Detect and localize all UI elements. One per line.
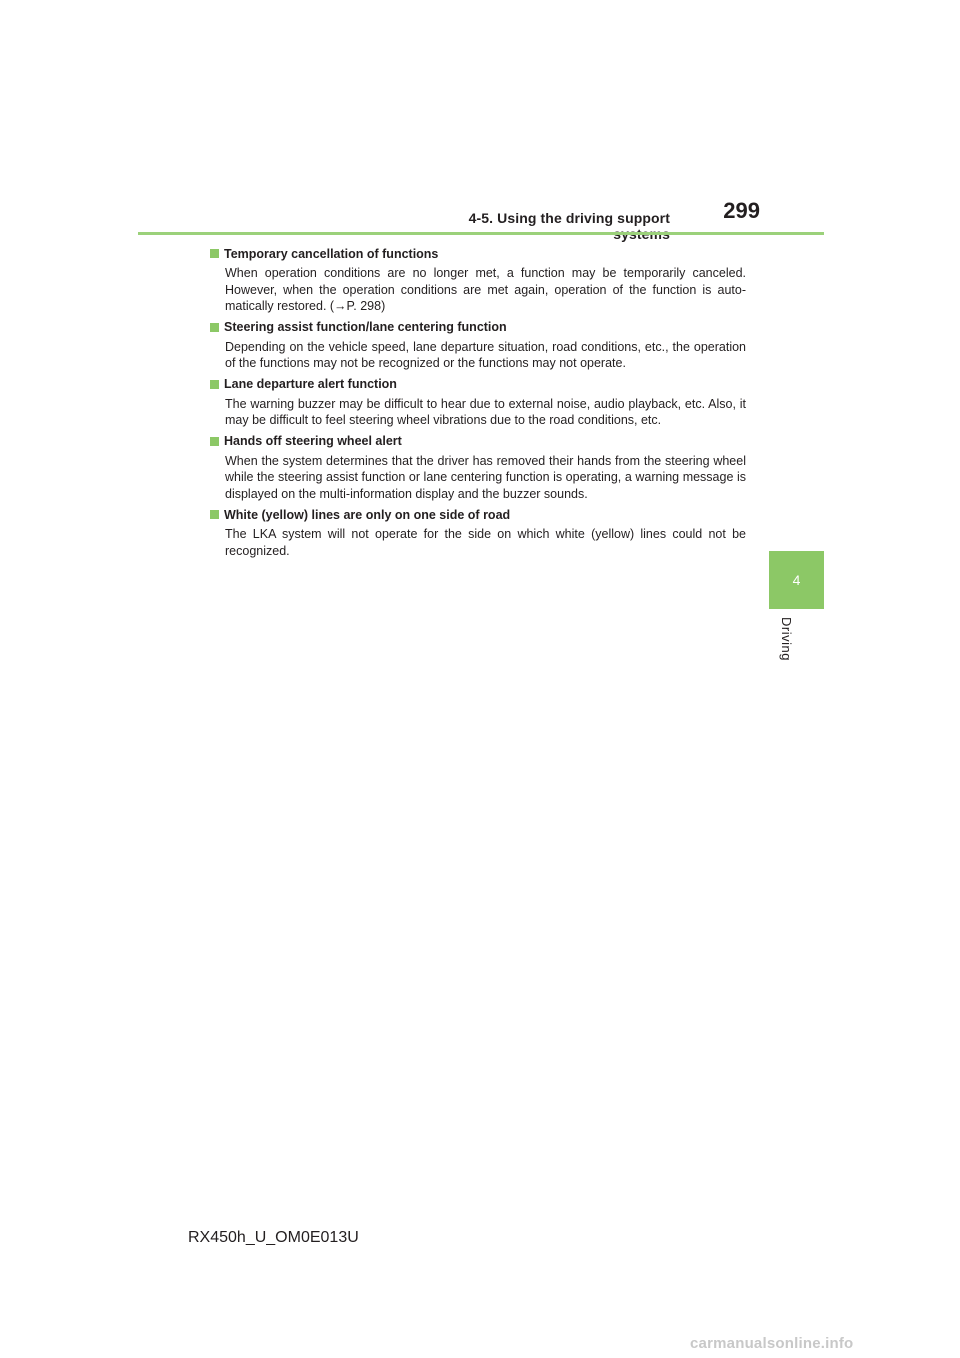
section-heading: [210, 506, 746, 523]
section-one-side-lines: [210, 506, 746, 559]
section-body: When operation conditions are no longer met, a function may be temporarily canceled. However, when the operation conditions are met again, operation of the function is auto-matically restored. (→P. 298): [225, 266, 746, 313]
section-temporary-cancellation: [210, 245, 746, 315]
page-number: 299: [723, 198, 760, 223]
section-hands-off-alert: [210, 433, 746, 503]
section-body: The LKA system will not operate for the side on which white (yellow) lines could not be recognized.: [225, 527, 746, 558]
section-heading-text: Lane departure alert function: [224, 377, 397, 391]
section-steering-assist: [210, 319, 746, 372]
square-bullet-icon: [210, 249, 219, 258]
section-heading-text: Temporary cancellation of functions: [224, 246, 439, 261]
square-bullet-icon: [210, 437, 219, 446]
square-bullet-icon: [210, 380, 219, 389]
chapter-tab[interactable]: [769, 551, 824, 609]
square-bullet-icon: [210, 510, 219, 519]
section-heading-text: White (yellow) lines are only on one side of road: [224, 507, 511, 522]
section-heading: [210, 376, 746, 393]
chapter-number: 4: [792, 572, 801, 588]
header-section-title: 4-5. Using the driving support: [468, 210, 670, 226]
footer-document-code: RX450h_U_OM0E013U: [188, 1229, 359, 1246]
section-heading: [210, 319, 746, 336]
square-bullet-icon: [210, 323, 219, 332]
section-body: The warning buzzer may be difficult to hear due to external noise, audio playback, etc. Also, it may be difficult to feel steering wheel vibrations due to the road conditions, etc.: [225, 396, 746, 427]
section-body: Depending on the vehicle speed, lane departure situation, road conditions, etc., the operation of the functions may not be recognized or the functions may not operate.: [225, 339, 746, 370]
section-lane-departure-alert: [210, 376, 746, 429]
section-heading-text: Steering assist function/lane centering function: [224, 320, 507, 334]
chapter-label: Driving: [779, 617, 794, 661]
section-heading-text: Hands off steering wheel alert: [224, 434, 402, 448]
main-content: [210, 245, 746, 563]
section-heading: [210, 245, 746, 262]
section-body: When the system determines that the driver has removed their hands from the steering wheel while the steering assist function or lane centering function is operating, a warning message is displayed on the multi-information display and the buzzer sounds.: [225, 453, 746, 501]
header-rule: [138, 232, 824, 235]
watermark: carmanualsonline.info: [690, 1335, 854, 1352]
section-heading: [210, 433, 746, 450]
